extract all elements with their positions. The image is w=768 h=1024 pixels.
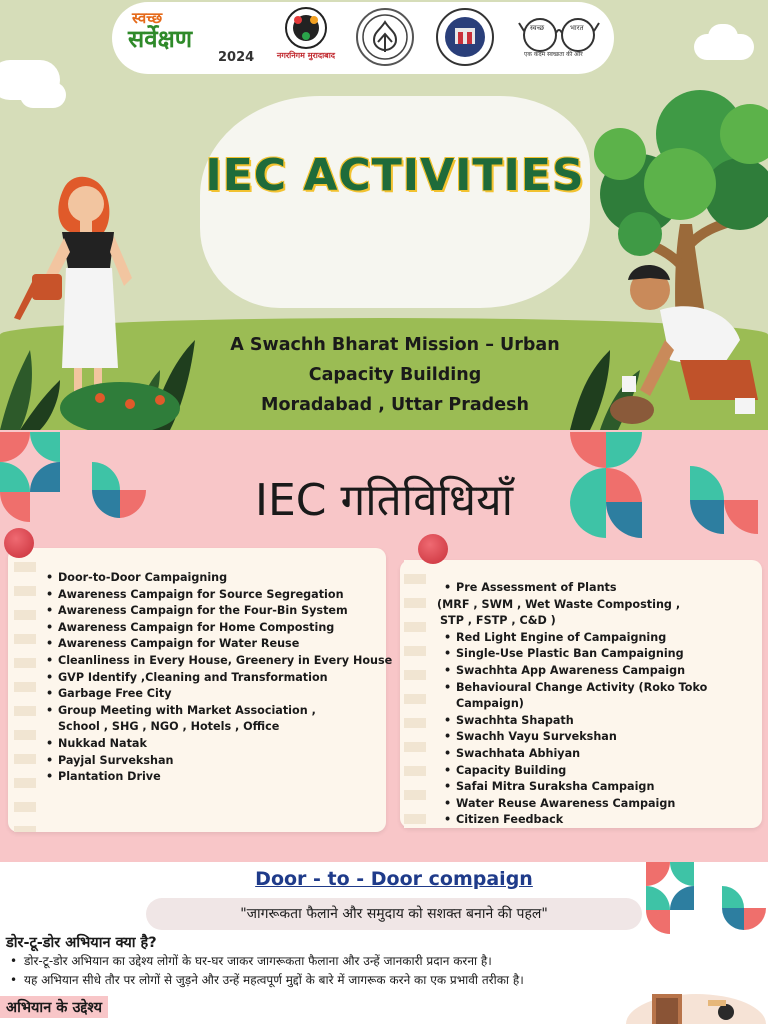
door-to-door-question: डोर-टू-डोर अभियान क्या है? — [6, 935, 157, 951]
list-item: • Awareness Campaign for the Four-Bin System — [46, 603, 392, 620]
list-item: • Capacity Building — [444, 763, 707, 780]
list-item: • Swachhta App Awareness Campaign — [444, 663, 707, 680]
pin-right — [418, 534, 448, 564]
door-illustration — [616, 990, 768, 1024]
logo-swachh-text: स्वच्छ — [132, 9, 163, 27]
door-to-door-quote: "जागरूकता फैलाने और समुदाय को सशक्त बनाने की पहल" — [146, 898, 642, 930]
list-item: • GVP Identify ,Cleaning and Transformation — [46, 670, 392, 687]
list-item: • Pre Assessment of Plants — [444, 580, 707, 597]
list-item: • Single-Use Plastic Ban Campaigning — [444, 646, 707, 663]
banner-subtitle — [190, 330, 600, 420]
glasses-right-word: भारत — [570, 24, 584, 32]
list-item-continuation: School , SHG , NGO , Hotels , Office — [58, 720, 280, 734]
list-item: • Payjal Survekshan — [46, 753, 392, 770]
subtitle-line-1: A Swachh Bharat Mission – Urban — [230, 335, 560, 355]
subtitle-line-3: Moradabad , Uttar Pradesh — [261, 395, 529, 415]
list-item: • Garbage Free City — [46, 686, 392, 703]
list-item: • Group Meeting with Market Association , — [46, 703, 392, 720]
door-to-door-points — [10, 952, 524, 990]
objectives-heading: अभियान के उद्देश्य — [0, 996, 108, 1018]
list-item: • Citizen Feedback — [444, 812, 707, 829]
swachh-bharat-glasses-logo — [518, 6, 600, 68]
list-item: • Awareness Campaign for Home Composting — [46, 620, 392, 637]
list-item-continuation: (MRF , SWM , Wet Waste Composting , — [437, 597, 681, 611]
list-item: • Swachhata Abhiyan — [444, 746, 707, 763]
cloud — [708, 24, 738, 50]
list-item: • Awareness Campaign for Water Reuse — [46, 636, 392, 653]
glasses-left-word: स्वच्छ — [530, 24, 545, 32]
logo-survekshan-text: सर्वेक्षण — [128, 25, 193, 53]
swachh-survekshan-logo — [128, 6, 263, 68]
cloud — [20, 82, 66, 108]
aiilsg-logo — [434, 6, 496, 68]
list-item: • Behavioural Change Activity (Roko Toko — [444, 680, 707, 697]
list-item: • Swachh Vayu Survekshan — [444, 729, 707, 746]
banner-title: IEC ACTIVITIES — [205, 150, 585, 201]
up-govt-emblem — [356, 8, 414, 66]
leaves-left-illustration — [0, 330, 200, 430]
list-item: • Plantation Drive — [46, 769, 392, 786]
activities-list-left — [46, 570, 392, 786]
list-item: • Swachhta Shapath — [444, 713, 707, 730]
logo-year: 2024 — [218, 50, 255, 65]
list-item-continuation: Campaign) — [456, 697, 524, 711]
glasses-tagline: एक कदम स्वच्छता की ओर — [524, 51, 583, 58]
nagar-nigam-text: नगरनिगम मुरादाबाद — [276, 51, 336, 60]
hindi-section-title: IEC गतिविधियाँ — [255, 475, 513, 526]
torn-paper-edge — [14, 548, 36, 832]
list-item: • डोर-टू-डोर अभियान का उद्देश्य लोगों के घर-घर जाकर जागरूकता फैलाना और उन्हें जानकारी प्रदान करना है। — [10, 952, 524, 971]
list-item: • Awareness Campaign for Source Segregation — [46, 587, 392, 604]
list-item: • Nukkad Natak — [46, 736, 392, 753]
activities-list-right — [436, 580, 707, 829]
list-item-continuation: STP , FSTP , C&D ) — [440, 614, 556, 628]
list-item: • यह अभियान सीधे तौर पर लोगों से जुड़ने और उन्हें महत्वपूर्ण मुद्दों के बारे में जागरूक करने का एक प्रभावी तरीका है। — [10, 971, 524, 990]
subtitle-line-2: Capacity Building — [308, 365, 482, 385]
door-to-door-title: Door - to - Door compaign — [255, 868, 533, 890]
pin-left — [4, 528, 34, 558]
title-blob — [200, 96, 590, 308]
list-item: • Cleanliness in Every House, Greenery in Every House — [46, 653, 392, 670]
list-item: • Red Light Engine of Campaigning — [444, 630, 707, 647]
list-item: • Water Reuse Awareness Campaign — [444, 796, 707, 813]
list-item: • Door-to-Door Campaigning — [46, 570, 392, 587]
list-item: • Safai Mitra Suraksha Campaign — [444, 779, 707, 796]
torn-paper-edge — [404, 560, 426, 828]
